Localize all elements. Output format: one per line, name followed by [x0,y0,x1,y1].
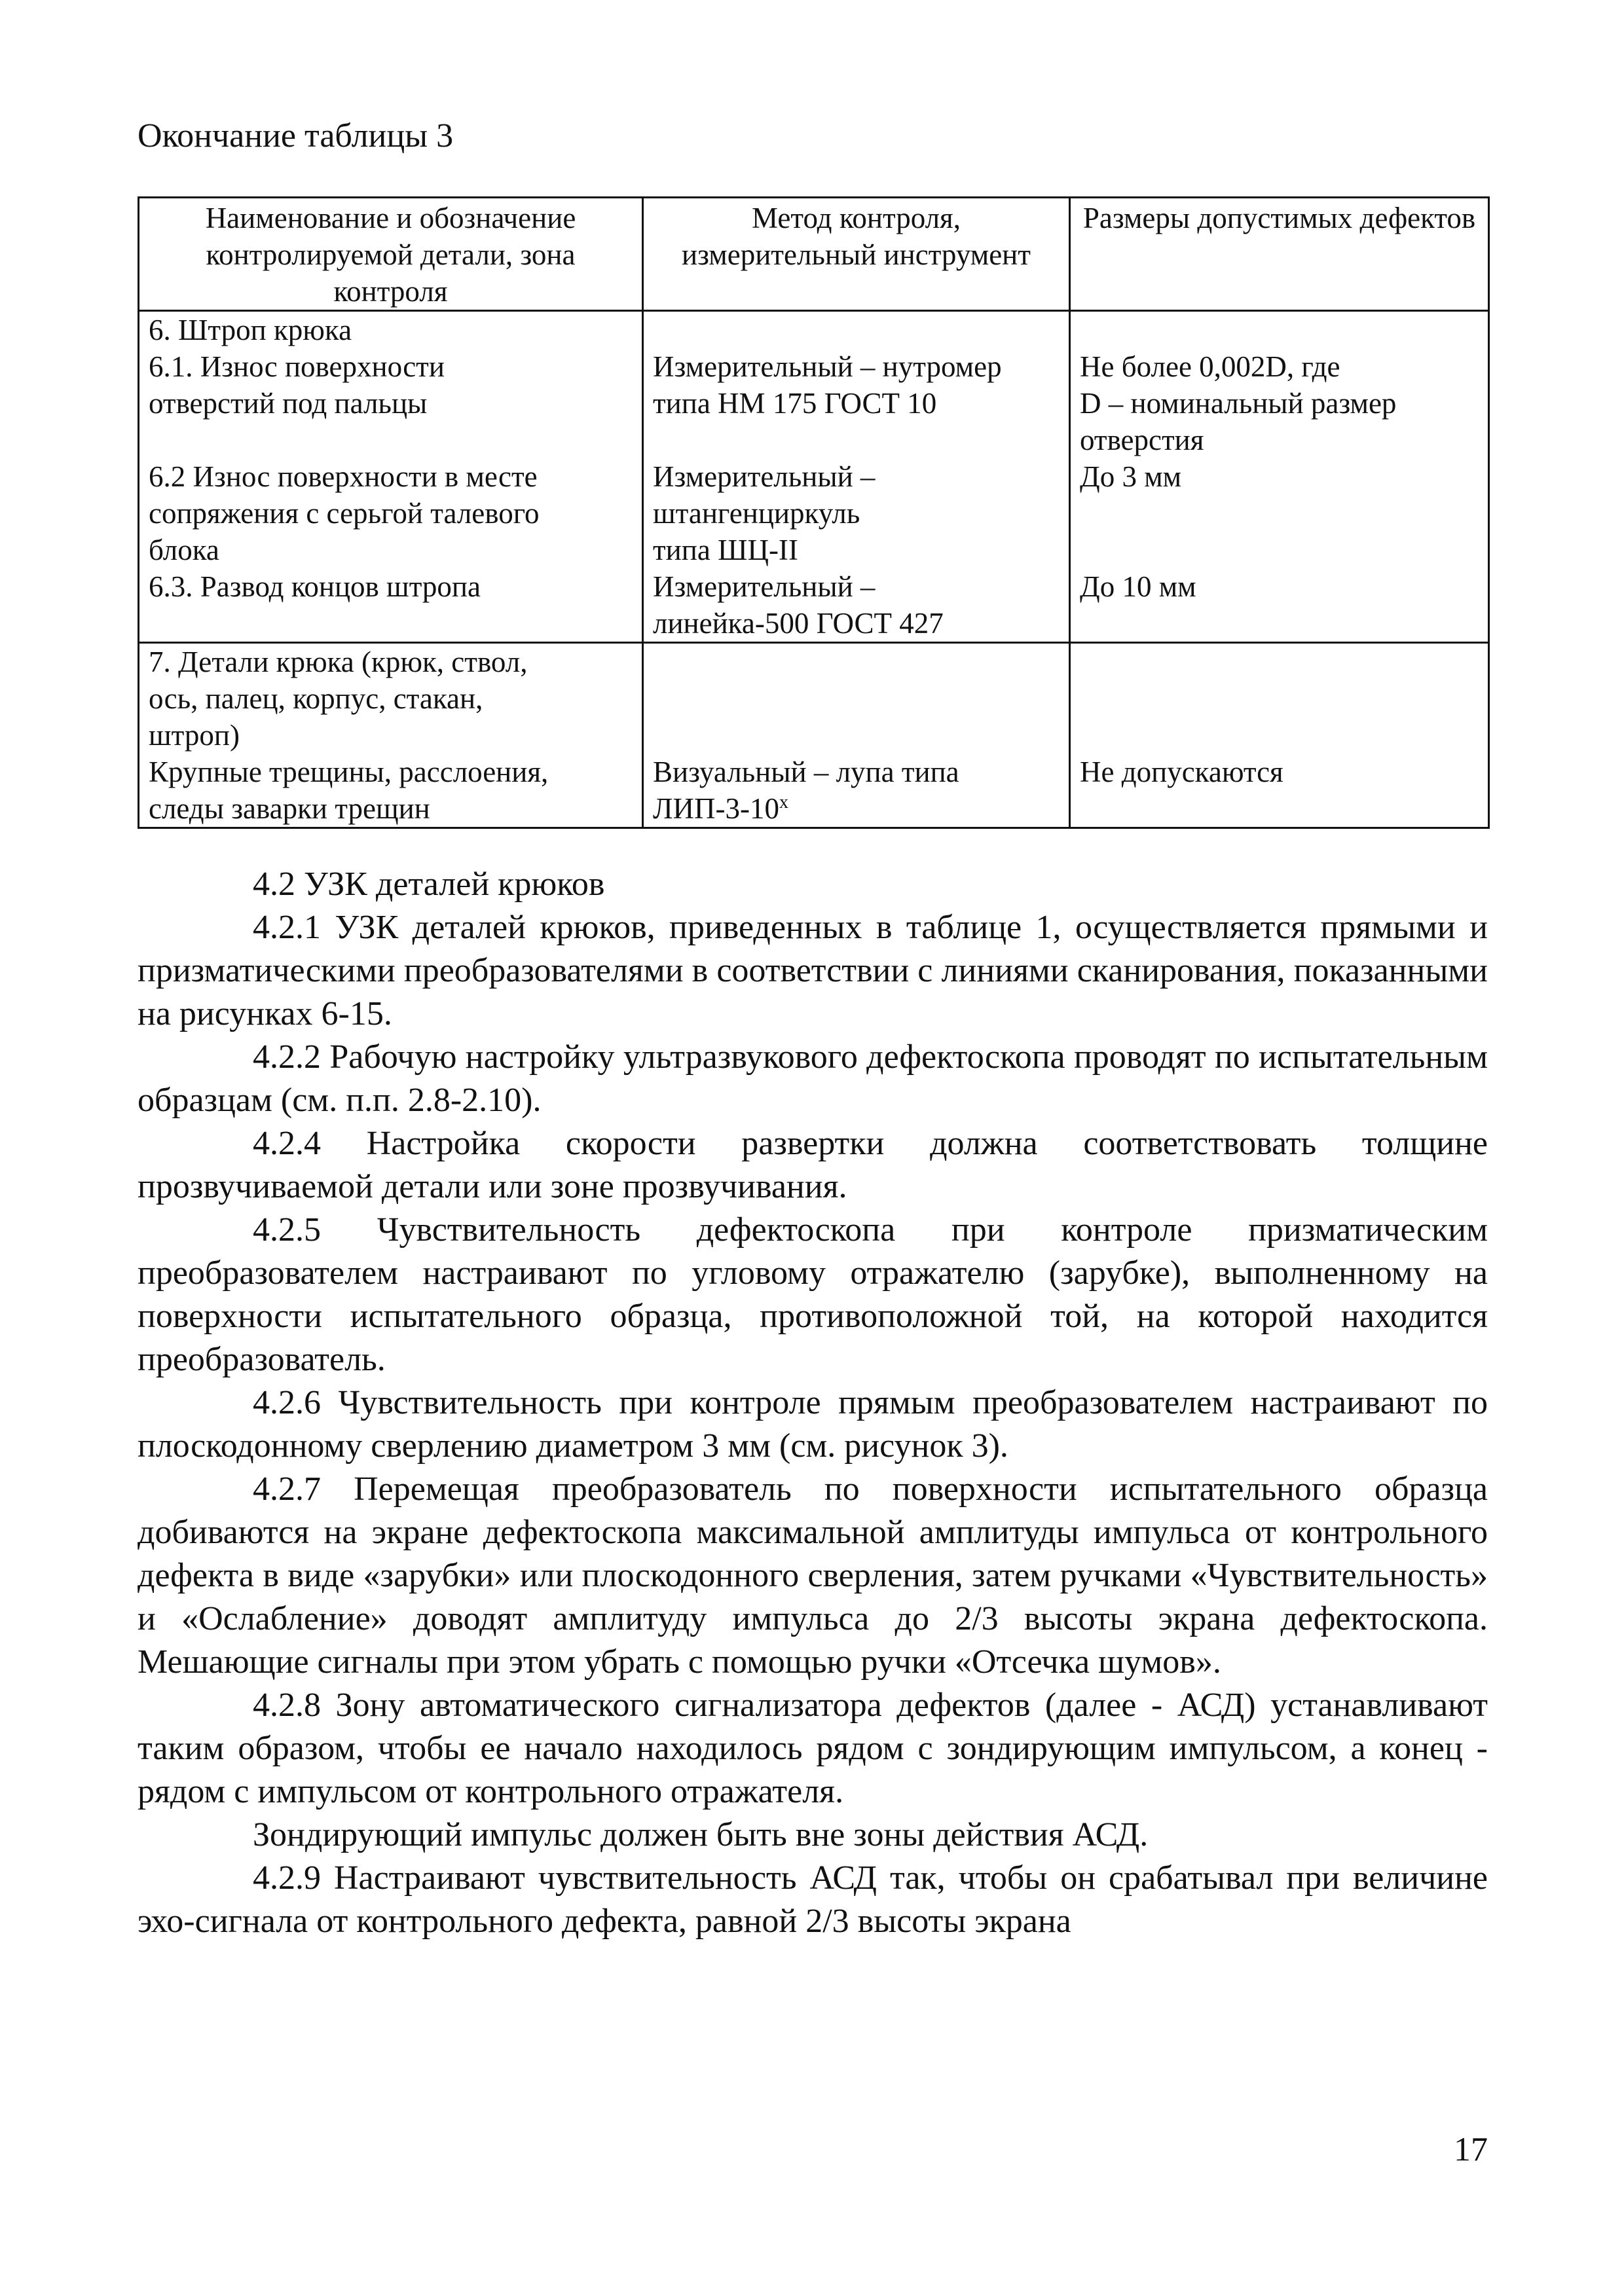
page-number: 17 [1454,2131,1488,2168]
header-part-zone: Наименование и обозначение контролируемой детали, зона контроля [139,198,643,311]
cell-defect-size: До 3 мм [1070,458,1489,568]
cell-zone: 7. Детали крюка (крюк, ствол, ось, палец, корпус, стакан, штроп) Крупные трещины, расслоения, следы заварки трещин [139,643,643,828]
paragraph: 4.2.8 Зону автоматического сигнализатора дефектов (далее - АСД) устанавливают таким образом, чтобы ее начало находилось рядом с зондирующим импульсом, а конец - рядом с импульсом от контрольного отражателя. [138,1686,1488,1810]
cell-defect-size: Не более 0,002D, где D – номинальный размер отверстия [1070,348,1489,458]
table-group-7 [139,643,1489,828]
table-header-row [139,198,1489,311]
table-row [139,568,1489,643]
cell-method: Измерительный – нутромер типа НМ 175 ГОСТ 10 [643,348,1070,458]
section-heading: 4.2 УЗК деталей крюков [253,866,605,903]
paragraph: 4.2.2 Рабочую настройку ультразвукового дефектоскопа проводят по испытательным образцам (см. п.п. 2.8-2.10). [138,1038,1488,1119]
cell-zone: 6.3. Развод концов штропа [139,568,643,643]
cell-zone: 6.1. Износ поверхности отверстий под пальцы [139,348,643,458]
table-row [139,311,1489,349]
cell-zone: 6.2 Износ поверхности в месте сопряжения с серьгой талевого блока [139,458,643,568]
table-row [139,643,1489,828]
table-row [139,348,1489,458]
header-method: Метод контроля, измерительный инструмент [643,198,1070,311]
paragraph: 4.2.7 Перемещая преобразователь по поверхности испытательного образца добиваются на экране дефектоскопа максимальной амплитуды импульса от контрольного дефекта в виде «зарубки» или плоскодонного сверления, затем ручками «Чувствительность» и «Ослабление» доводят амплитуду импульса до 2/3 высоты экрана дефектоскопа. Мешающие сигналы при этом убрать с помощью ручки «Отсечка шумов». [138,1470,1488,1681]
paragraph: 4.2.6 Чувствительность при контроле прямым преобразователем настраивают по плоскодонному сверлению диаметром 3 мм (см. рисунок 3). [138,1384,1488,1465]
paragraph: 4.2.5 Чувствительность дефектоскопа при контроле призматическим преобразователем настраивают по угловому отражателю (зарубке), выполненному на поверхности испытательного образца, противоположной той, на которой находится преобразователь. [138,1211,1488,1378]
defects-table [138,196,1490,829]
group-title-6: 6. Штроп крюка [139,311,643,349]
cell-defect-size: До 10 мм [1070,568,1489,643]
cell-method: Визуальный – лупа типа ЛИП-3-10$^x$ [643,643,1070,828]
table-caption: Окончание таблицы 3 [138,117,454,155]
cell-method: Измерительный – штангенциркуль типа ШЦ-II [643,458,1070,568]
paragraph: 4.2.9 Настраивают чувствительность АСД так, чтобы он срабатывал при величине эхо-сигнала от контрольного дефекта, равной 2/3 высоты экрана [138,1859,1488,1940]
table-row [139,458,1489,568]
header-defect-size: Размеры допустимых дефектов [1070,198,1489,311]
paragraph: 4.2.4 Настройка скорости развертки должна соответствовать толщине прозвучиваемой детали или зоне прозвучивания. [138,1125,1488,1205]
paragraph: 4.2.1 УЗК деталей крюков, приведенных в таблице 1, осуществляется прямыми и призматическими преобразователями в соответствии с линиями сканирования, показанными на рисунках 6-15. [138,909,1488,1032]
cell-method: Измерительный – линейка-500 ГОСТ 427 [643,568,1070,643]
cell-defect-size: Не допускаются [1070,643,1489,828]
table-group-6 [139,311,1489,643]
body-text [138,863,1488,1943]
paragraph: Зондирующий импульс должен быть вне зоны действия АСД. [253,1816,1149,1853]
